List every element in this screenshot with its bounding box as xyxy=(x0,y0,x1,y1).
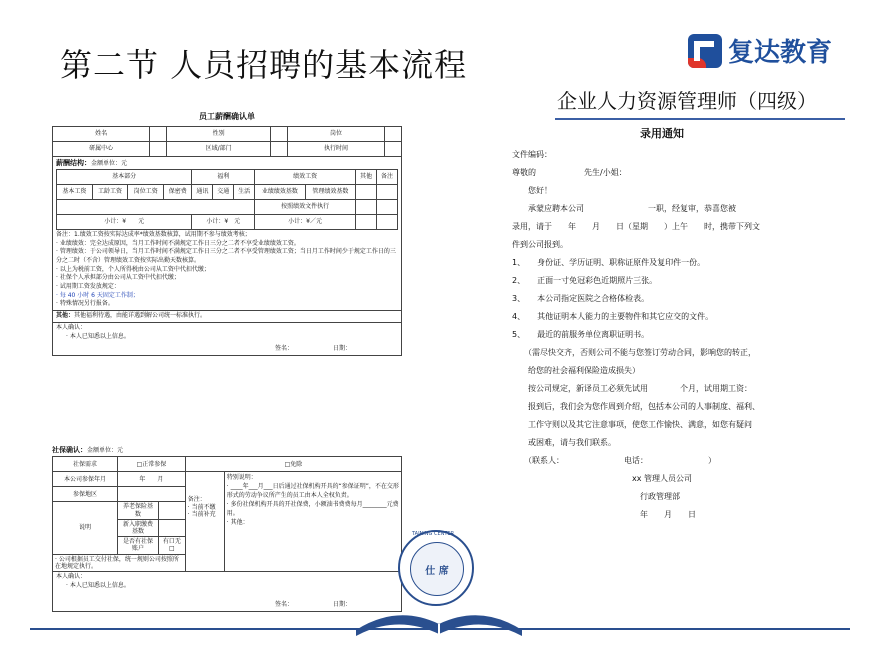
header-performance: 绩效工资 xyxy=(255,169,356,184)
subtotal-basic: 小计：¥ 元 xyxy=(57,214,192,229)
new-hire-base: 新入职缴费基数 xyxy=(118,519,159,536)
col-base-salary: 基本工资 xyxy=(57,184,93,199)
remark-label: 备注： xyxy=(187,496,206,504)
blank-d xyxy=(376,214,397,229)
header-basic: 基本部分 xyxy=(57,169,192,184)
letter-line: 年 月 日 xyxy=(512,510,696,519)
exempt-item: · ____年___月___日后通过社保机构开具的“参保证明”，不在交形形式的劳动争议所产生的员工由本人全权负责。 xyxy=(226,483,399,500)
slide-subtitle: 企业人力资源管理师（四级） xyxy=(557,89,817,113)
letter-line: （联系人： 电话： ） xyxy=(512,456,716,465)
note-line: · 管理绩效：于公司领导日，当月工作时间不满规定工作日三分之二者不享受管理绩效工资；当日月工作时间少于规定工作日的三分之二时（不含）管理绩效工资按实际出勤天数核算。 xyxy=(56,248,396,265)
value-center xyxy=(150,141,167,156)
new-hire-base-value xyxy=(158,519,185,536)
blank-c xyxy=(356,214,377,229)
label-effective-date: 执行时间 xyxy=(287,141,384,156)
value-insured-region xyxy=(118,487,186,502)
exempt-item: · 其他： xyxy=(226,519,249,527)
logo-icon xyxy=(688,34,722,68)
letter-line: 承蒙应聘本公司 一职，经复审，恭喜您被 xyxy=(512,204,736,213)
welfare-blank xyxy=(57,199,255,214)
value-position xyxy=(385,126,402,141)
value-gender xyxy=(271,126,288,141)
note-line: · 每 40 小时 6 天固定工作制； xyxy=(56,291,139,299)
signature-label: 签名： xyxy=(274,345,293,353)
blank-a xyxy=(356,199,377,214)
label-gender: 性别 xyxy=(167,126,271,141)
letter-line: 行政管理部 xyxy=(512,492,680,501)
social-insurance-form xyxy=(52,444,402,612)
col-sales-perf: 业绩绩效基数 xyxy=(255,184,305,199)
social-confirm-label: 本人确认： xyxy=(56,572,87,580)
letter-line: 3、 本公司指定医院之合格体检表。 xyxy=(512,294,650,303)
label-name: 姓名 xyxy=(53,126,150,141)
remark-item: · 当前补充 xyxy=(187,510,216,518)
col-remark-blank xyxy=(376,184,397,199)
letter-line: 尊敬的 先生/小姐： xyxy=(512,168,627,177)
brand-logo xyxy=(688,32,832,69)
label-insured-region: 参保地区 xyxy=(53,487,118,502)
letter-line: 按公司规定，新译员工必须先试用 个月，试用期工资： xyxy=(512,384,752,393)
social-title: 社保确认： xyxy=(52,446,87,454)
structure-unit: 金额单位：元 xyxy=(91,159,128,167)
blank-b xyxy=(376,199,397,214)
logo-text: 复达教育 xyxy=(728,38,833,68)
label-insured-month: 本公司参保年月 xyxy=(53,472,118,487)
explain-label: 说明 xyxy=(53,502,118,554)
remark-item: · 当前不缴 xyxy=(187,503,216,511)
emblem-center: 仕 席 xyxy=(410,542,464,596)
letter-line: 2、 正面一寸免冠彩色近期照片三张。 xyxy=(512,276,658,285)
note-line: · 业绩绩效：完全达成原因，当月工作时间不满规定工作日三分之二者不享受业绩绩效工资。 xyxy=(56,239,300,247)
col-seniority: 工龄工资 xyxy=(92,184,128,199)
confirm-label: 本人确认： xyxy=(56,323,87,331)
col-position-salary: 岗位工资 xyxy=(128,184,164,199)
social-confirm-text: · 本人已知悉以上信息。 xyxy=(66,581,130,589)
col-confidentiality: 保密费 xyxy=(164,184,192,199)
letter-line: 工作守则以及其它注意事项，使您工作愉快、满意，如您有疑问 xyxy=(512,420,752,429)
col-exempt: □免除 xyxy=(185,457,401,472)
letter-line: 您好！ xyxy=(512,186,552,195)
has-account-value: 有口无□ xyxy=(158,537,185,554)
value-insured-month: 年 月 xyxy=(118,472,186,487)
subtitle-divider xyxy=(555,118,845,120)
emblem-ring-text: TAINING CENTER xyxy=(412,531,455,537)
letter-line: 件到公司报到。 xyxy=(512,240,568,249)
col-communication: 通讯 xyxy=(192,184,213,199)
letter-line: 4、 其他证明本人能力的主要物件和其它应交的文件。 xyxy=(512,312,714,321)
exempt-label: 特别说明： xyxy=(226,474,257,482)
social-unit: 金额单位：元 xyxy=(87,447,124,454)
social-footer-note: · 公司根据员工交付社保，统一规则公司按照所在地规定执行。 xyxy=(53,554,186,571)
value-effective-date xyxy=(385,141,402,156)
letter-line: xx 管理人员公司 xyxy=(512,474,693,483)
open-book-icon xyxy=(352,600,526,640)
col-transport: 交通 xyxy=(213,184,234,199)
exempt-item: · 多份社保机构开具的开社保费，小额油书费费每月________元费用。 xyxy=(226,501,399,518)
salary-form-title: 员工薪酬确认单 xyxy=(199,112,255,121)
col-social-need: 社保需求 xyxy=(53,457,118,472)
value-name xyxy=(150,126,167,141)
label-position: 岗位 xyxy=(287,126,384,141)
letter-line: 文件编码： xyxy=(512,150,552,159)
salary-notes xyxy=(53,230,401,310)
training-center-emblem xyxy=(398,530,474,606)
salary-confirmation-form xyxy=(52,110,402,356)
has-account: 是否有社保账户 xyxy=(118,537,159,554)
social-insurance-table xyxy=(52,456,402,572)
letter-line: 录用，请于 年 月 日（星期 ）上午 时，携带下列文 xyxy=(512,222,760,231)
letter-line: （需尽快交齐，否则公司不能与您签订劳动合同，影响您的转正， xyxy=(512,348,756,357)
slide-title: 第二节 人员招聘的基本流程 xyxy=(60,46,468,84)
note-line: 备注：1.绩效工资按实际达成率*绩效基数核算，试用期不参与绩效考核； xyxy=(56,230,251,238)
letter-line: 或困难，请与我们联系。 xyxy=(512,438,616,447)
header-other: 其他 xyxy=(356,169,377,184)
value-department xyxy=(271,141,288,156)
letter-line: 1、 身份证、学历证明、职称证原件及复印件一份。 xyxy=(512,258,706,267)
subtotal-welfare: 小计：¥ 元 xyxy=(192,214,255,229)
letter-line: 5、 最近的前服务单位离职证明书。 xyxy=(512,330,650,339)
structure-label: 薪酬结构： xyxy=(56,158,91,167)
note-line: · 社保个人承担部分由公司从工资中代扣代缴； xyxy=(56,274,180,282)
offer-letter-title: 录用通知 xyxy=(640,127,684,140)
letter-line: 报到后，我们会为您作周到介绍，包括本公司的人事制度、福利、 xyxy=(512,402,760,411)
social-signature-label: 签名： xyxy=(274,601,293,609)
note-line: · 特殊情况另行报备。 xyxy=(56,300,114,308)
salary-structure-table xyxy=(56,169,398,230)
col-other-blank xyxy=(356,184,377,199)
letter-line: 给您的社会福利保险造成损失） xyxy=(512,366,640,375)
social-date-label: 日期： xyxy=(332,601,351,609)
confirm-text: · 本人已知悉以上信息。 xyxy=(66,332,130,340)
col-living: 生活 xyxy=(234,184,255,199)
salary-structure-section xyxy=(52,157,402,357)
other-label: 其他： xyxy=(56,312,75,320)
col-normal-insured: □正常参保 xyxy=(118,457,186,472)
employee-info-table xyxy=(52,126,402,157)
subtotal-performance: 小计：¥／元 xyxy=(255,214,356,229)
col-mgmt-perf: 管理绩效基数 xyxy=(305,184,355,199)
perf-execution-note: 按照绩效文件执行 xyxy=(255,199,356,214)
header-welfare: 福利 xyxy=(192,169,255,184)
note-line: · 以上为税前工资，个人所得税由公司从工资中代扣代缴； xyxy=(56,265,210,273)
label-center: 研属中心 xyxy=(53,141,150,156)
header-remark: 备注 xyxy=(376,169,397,184)
offer-letter xyxy=(512,128,812,529)
other-text: 其他福利待遇，由能详遇到解公司统一标准执行。 xyxy=(74,312,207,320)
date-label: 日期： xyxy=(332,345,351,353)
pension-base-value xyxy=(158,502,185,519)
pension-base: 养老保险基数 xyxy=(118,502,159,519)
label-department: 区域/部门 xyxy=(167,141,271,156)
note-line: · 试用期工资发放规定： xyxy=(56,283,120,291)
